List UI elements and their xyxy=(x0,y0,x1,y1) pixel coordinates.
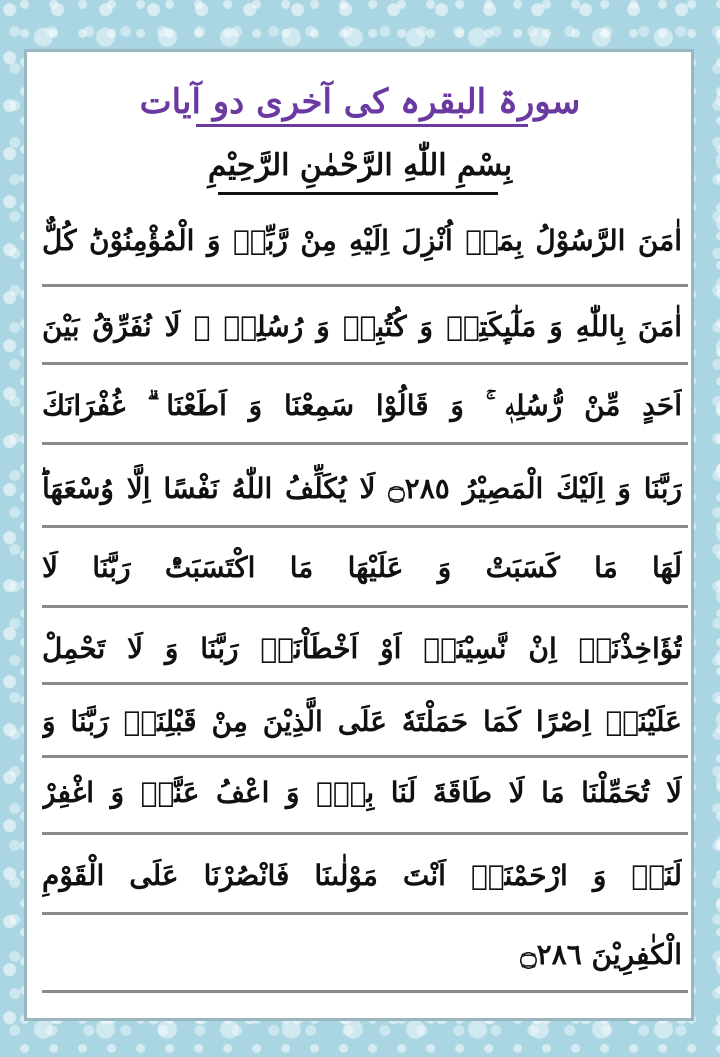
line-divider xyxy=(42,362,688,365)
verse-line-10: الْكٰفِرِيْنَ ۝٢٨٦ xyxy=(520,938,682,971)
line-divider xyxy=(42,442,688,445)
page-title: سورۃ البقرہ کی آخری دو آیات xyxy=(139,82,581,122)
line-divider xyxy=(42,284,688,287)
title-underline xyxy=(196,124,528,127)
verse-line-1: اٰمَنَ الرَّسُوْلُ بِمَاۤ اُنْزِلَ اِلَيْهِ مِنْ رَّبِّهٖ وَ الْمُؤْمِنُوْنَؕ كُلٌّ xyxy=(42,224,682,257)
verse-line-7: عَلَيْنَاۤ اِصْرًا كَمَا حَمَلْتَهٗ عَلَى الَّذِيْنَ مِنْ قَبْلِنَاۚ رَبَّنَا وَ xyxy=(42,705,682,738)
verse-line-8: لَا تُحَمِّلْنَا مَا لَا طَاقَةَ لَنَا بِهٖۚ وَ اعْفُ عَنَّاٙ وَ اغْفِرْ xyxy=(42,776,682,809)
verse-line-6: تُؤَاخِذْنَاۤ اِنْ نَّسِيْنَاۤ اَوْ اَخْطَاْنَاۚ رَبَّنَا وَ لَا تَحْمِلْ xyxy=(42,632,682,665)
line-divider xyxy=(42,990,688,993)
line-divider xyxy=(42,832,688,835)
bismillah-underline xyxy=(218,192,498,195)
verse-line-5: لَهَا مَا كَسَبَتْ وَ عَلَيْهَا مَا اكْتَسَبَتْؕ رَبَّنَا لَا xyxy=(42,551,682,584)
verse-line-3: اَحَدٍ مِّنْ رُّسُلِهٖ ۚ وَ قَالُوْا سَمِعْنَا وَ اَطَعْنَا ۗ غُفْرَانَكَ xyxy=(42,389,682,422)
line-divider xyxy=(42,605,688,608)
line-divider xyxy=(42,525,688,528)
verse-line-4: رَبَّنَا وَ اِلَيْكَ الْمَصِيْرُ ۝٢٨٥ لَا يُكَلِّفُ اللّٰهُ نَفْسًا اِلَّا وُسْعَهَاؕ xyxy=(42,472,682,505)
verse-line-9: لَنَاٙ وَ ارْحَمْنَاٙ اَنْتَ مَوْلٰىنَا فَانْصُرْنَا عَلَى الْقَوْمِ xyxy=(42,859,682,892)
line-divider xyxy=(42,682,688,685)
line-divider xyxy=(42,912,688,915)
verse-line-2: اٰمَنَ بِاللّٰهِ وَ مَلٰٓىِٕكَتِهٖ وَ كُتُبِهٖ وَ رُسُلِهٖ ۚ لَا نُفَرِّقُ بَيْنَ xyxy=(42,310,682,343)
bismillah: بِسْمِ اللّٰهِ الرَّحْمٰنِ الرَّحِيْمِ xyxy=(207,148,513,183)
line-divider xyxy=(42,755,688,758)
